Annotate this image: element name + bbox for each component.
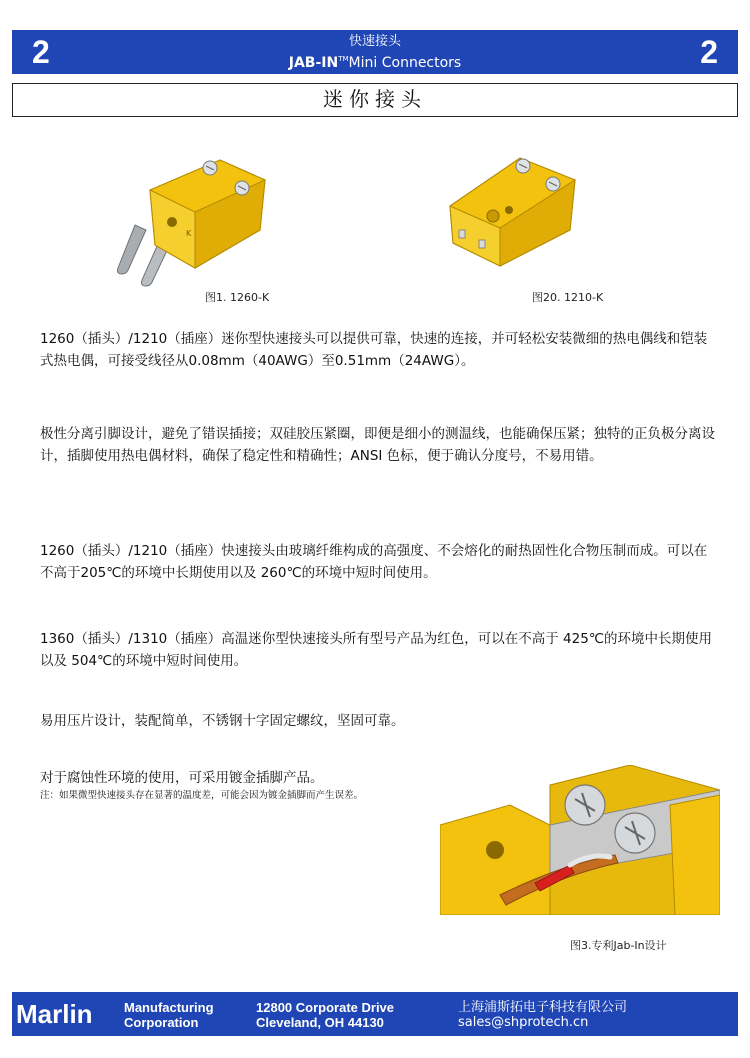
paragraph-4: 1360（插头）/1310（插座）高温迷你型快速接头所有型号产品为红色，可以在不高于 425℃的环境中长期使用以及 504℃的环境中短时间使用。 xyxy=(40,631,712,669)
contact-email[interactable]: sales@shprotech.cn xyxy=(458,1015,589,1030)
brand-logo: Marlin xyxy=(16,999,93,1029)
jab-in-design-image xyxy=(440,765,720,915)
footnote: 注：如果微型快速接头存在显著的温度差，可能会因为镀金插脚而产生误差。 xyxy=(40,790,364,801)
company-line-2: Corporation xyxy=(124,1015,199,1030)
trademark-mark: TM xyxy=(338,55,349,63)
paragraph-2: 极性分离引脚设计，避免了错误插接；双硅胶压紧圈，即便是细小的测温线，也能确保压紧；独特的正负极分离设计，插脚使用热电偶材料，确保了稳定性和精确性；ANSI 色标，便于确认分度号，不易用错。 xyxy=(40,426,715,464)
company-line-1: Manufacturing xyxy=(124,1000,214,1015)
address-line-1: 12800 Corporate Drive xyxy=(256,1000,395,1015)
section-number-right: 2 xyxy=(700,34,718,70)
paragraph-3: 1260（插头）/1210（插座）快速接头由玻璃纤维构成的高强度、不会熔化的耐热固性化合物压制而成。可以在不高于205℃的环境中长期使用以及 260℃的环境中短时间使用。 xyxy=(40,543,708,581)
section-number-left: 2 xyxy=(32,34,50,70)
figure1-caption: 图1. 1260-K xyxy=(205,291,270,304)
header-bar xyxy=(12,30,738,74)
company-address xyxy=(256,1000,394,1030)
figure2-caption: 图20. 1210-K xyxy=(532,291,604,304)
header-en-title xyxy=(12,50,738,72)
paragraph-1: 1260（插头）/1210（插座）迷你型快速接头可以提供可靠，快速的连接，并可轻松安装微细的热电偶线和铠装式热电偶，可接受线径从0.08mm（40AWG）至0.51mm（24AWG）。 xyxy=(40,331,708,369)
header-titles xyxy=(12,34,738,72)
header-cn-title: 快速接头 xyxy=(348,34,401,49)
paragraph-6: 对于腐蚀性环境的使用，可采用镀金插脚产品。 xyxy=(40,770,324,786)
plug-connector-image xyxy=(110,150,280,290)
svg-text:K: K xyxy=(186,229,192,238)
figure3-caption: 图3.专利Jab-In设计 xyxy=(570,939,667,952)
page-title: 迷你接头 xyxy=(12,83,738,117)
socket-connector-image xyxy=(445,148,585,268)
header-en-rest: Mini Connectors xyxy=(348,55,462,71)
footer-bar xyxy=(12,992,738,1036)
header-en-bold: JAB-IN xyxy=(288,55,339,71)
paragraph-5: 易用压片设计，装配简单，不锈钢十字固定螺纹，坚固可靠。 xyxy=(40,713,405,729)
address-line-2: Cleveland, OH 44130 xyxy=(256,1015,384,1030)
company-name xyxy=(124,1000,214,1030)
distributor-name: 上海浦斯拓电子科技有限公司 xyxy=(458,1000,628,1015)
distributor-info xyxy=(458,1000,627,1030)
